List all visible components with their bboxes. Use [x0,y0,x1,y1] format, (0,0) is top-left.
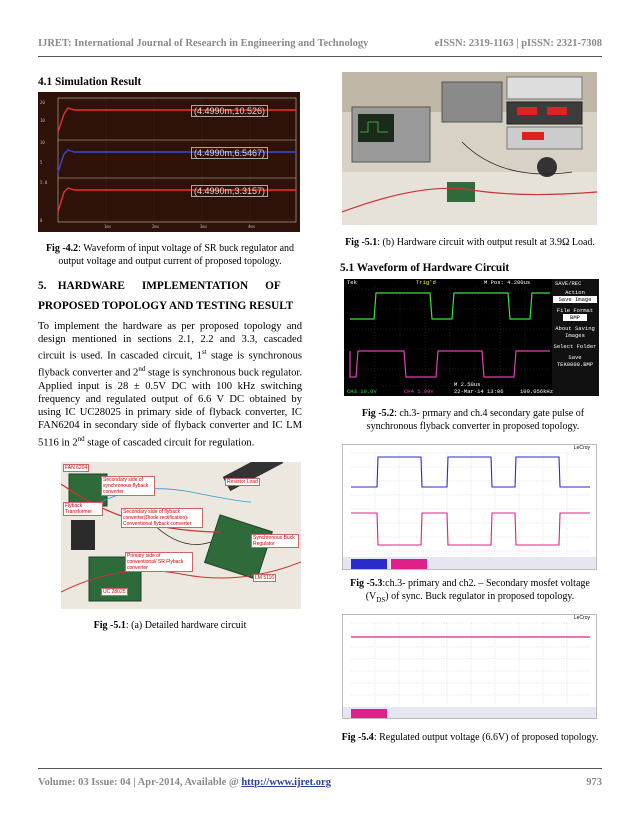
heading-hardware-2: PROPOSED TOPOLOGY AND TESTING RESULT [38,300,294,312]
menu-select-folder[interactable]: Select Folder [553,343,597,350]
label-secondary-sync: Secondary side of synchronous flyback converter [101,476,155,496]
menu-file-format[interactable]: File Format [556,307,594,314]
label-resistor-load: Resistor Load [227,479,258,485]
power-supply [442,82,502,122]
para-text-b: stage is synchronous flyback converter and 2 [38,350,302,379]
svg-text:5.0: 5.0 [40,180,48,185]
label-flyback-transformer: Flyback Transformer [63,502,103,516]
footer-volume [38,777,331,788]
sim-readout-3: (4.4990m,3.3157) [191,185,268,197]
svg-text:4ms: 4ms [248,224,256,229]
caption-text: : (b) Hardware circuit with output result at 3.9Ω Load. [377,237,595,248]
scope-lecroy-vds [342,444,597,570]
running-footer [38,777,602,788]
menu-about-saving[interactable]: About Saving Images [555,325,595,339]
hardware-photo-lab [342,72,597,225]
svg-text:10: 10 [40,140,45,145]
caption-text: : Regulated output voltage (6.6V) of proposed topology. [373,732,599,743]
label-secondary-conventional: Secondary side of flyback converter(Diode rectification)-Conventional flyback converter [121,508,203,528]
footer-volume-text: Volume: 03 Issue: 04 | Apr-2014, Available @ [38,777,242,788]
caption-sub-ds: DS [376,595,386,604]
caption-fig-4-2 [38,243,302,268]
page-number: 973 [586,777,602,788]
journal-name: IJRET: International Journal of Research in Engineering and Technology [38,38,369,49]
simulation-waveform [38,92,300,232]
caption-fig-5-1a [38,620,302,633]
svg-text:20: 20 [40,100,45,105]
label-primary-side: Primary side of conventional/ SR Flyback converter [125,552,193,572]
para-text-a: To implement the hardware as per proposed topology and design mentioned in sections 2.1, 2.2 and 3.3, cascaded circuit is used. In cascaded circuit, 1 [38,321,302,362]
sim-readout-2: (4.4990m,6.5467) [191,147,268,159]
lecroy-brand: LeCroy [573,615,590,621]
para-text-c: stage is synchronous buck regulator. Applied input is 28 ± 0.5V DC with 100 kHz switching frequency and regulated output of 6.6 V DC obtained by using IC UC28025 in primary side of flyback converter, IC FAN6204 in secondary side of flyback converter and IC LM 5116 in 2 [38,367,302,449]
lecroy-output-plot [343,615,597,719]
caption-fig-5-4 [340,732,600,745]
issn: eISSN: 2319-1163 | pISSN: 2321-7308 [434,38,602,49]
transformer [71,520,95,550]
scope-mpos: M Pos: 4.200us [484,279,531,286]
scope-status: Trig'd [416,279,436,286]
caption-text: : ch.3- prmary and ch.4 secondary gate pulse of synchronous flyback converter in proposed topology. [366,408,585,432]
footer-rule [38,768,602,769]
heading-simulation: 4.1 Simulation Result [38,76,142,88]
sup-st: st [202,348,207,357]
caption-text-a: :ch.3- primary and ch2. – Secondary mosfet voltage (V [365,578,590,602]
scope-menu [553,289,597,368]
caption-fig-5-1b [340,237,600,250]
svg-text:3ms: 3ms [200,224,208,229]
caption-label: Fig -4.2 [45,243,79,254]
scope-brand: Tek [347,279,357,286]
scope-ch3-scale: CH3 10.0V [347,388,377,395]
footer-link[interactable]: http://www.ijret.org [241,777,331,788]
lecroy-vds-plot [343,445,597,570]
header-rule [38,56,602,57]
caption-text: : (a) Detailed hardware circuit [125,620,247,631]
sim-readout-1: (4.4990m,10.526) [191,105,268,117]
caption-label: Fig -5.1 [345,237,378,248]
svg-text:1ms: 1ms [104,224,112,229]
caption-text-b: ) of sync. Buck regulator in proposed topology. [385,590,575,602]
menu-save-image[interactable]: Save Image [553,296,597,303]
menu-bmp[interactable]: BMP [563,314,587,321]
label-lm5116: LM 5116 [255,575,275,581]
sup-nd-2: nd [77,434,85,443]
heading-hw-waveform: 5.1 Waveform of Hardware Circuit [340,262,510,274]
svg-text:0: 0 [40,218,43,223]
trace-ch2-secondary-vds [351,513,590,545]
label-uc28025: UC 28025 [103,589,126,595]
lab-photo-drawing [342,72,597,225]
menu-save-file[interactable]: Save TEK0000.BMP [556,354,594,368]
menu-action[interactable]: Action [565,289,585,296]
sup-nd-1: nd [138,365,146,374]
scope-tek [344,279,599,396]
hardware-paragraph [38,320,302,449]
para-text-d: stage of cascaded circuit for regulation. [84,437,255,449]
hardware-photo-detailed [61,462,301,609]
label-sync-buck: Synchronous Buck Regulator [251,534,299,548]
scope-timebase: M 2.50us [454,381,481,388]
caption-label: Fig -5.3 [350,578,383,589]
caption-fig-5-3 [340,578,600,606]
caption-text: : Waveform of input voltage of SR buck regulator and output voltage and output current of proposed topology. [58,243,295,267]
scope-date: 22-Mar-14 13:06 [454,388,504,395]
lecroy-brand: LeCroy [573,445,590,451]
svg-text:10: 10 [40,118,45,123]
scope-lecroy-output [342,614,597,719]
running-header [38,38,602,49]
scope-frequency: 100.056kHz [520,388,554,395]
scope-menu-title: SAVE/REC [555,280,582,287]
label-fan6204: FAN 6204 [65,465,88,471]
caption-label: Fig -5.1 [93,620,126,631]
svg-text:5: 5 [40,160,43,165]
svg-text:2ms: 2ms [152,224,160,229]
trace-ch4-secondary [350,351,550,377]
scope-ch4-scale: CH4 5.00V [404,388,434,395]
caption-label: Fig -5.2 [361,408,395,419]
trace-ch3-primary-vds [351,457,590,487]
caption-fig-5-2 [348,408,598,433]
caption-label: Fig -5.4 [341,732,374,743]
heading-hardware-1: 5. HARDWARE IMPLEMENTATION OF [38,280,281,292]
